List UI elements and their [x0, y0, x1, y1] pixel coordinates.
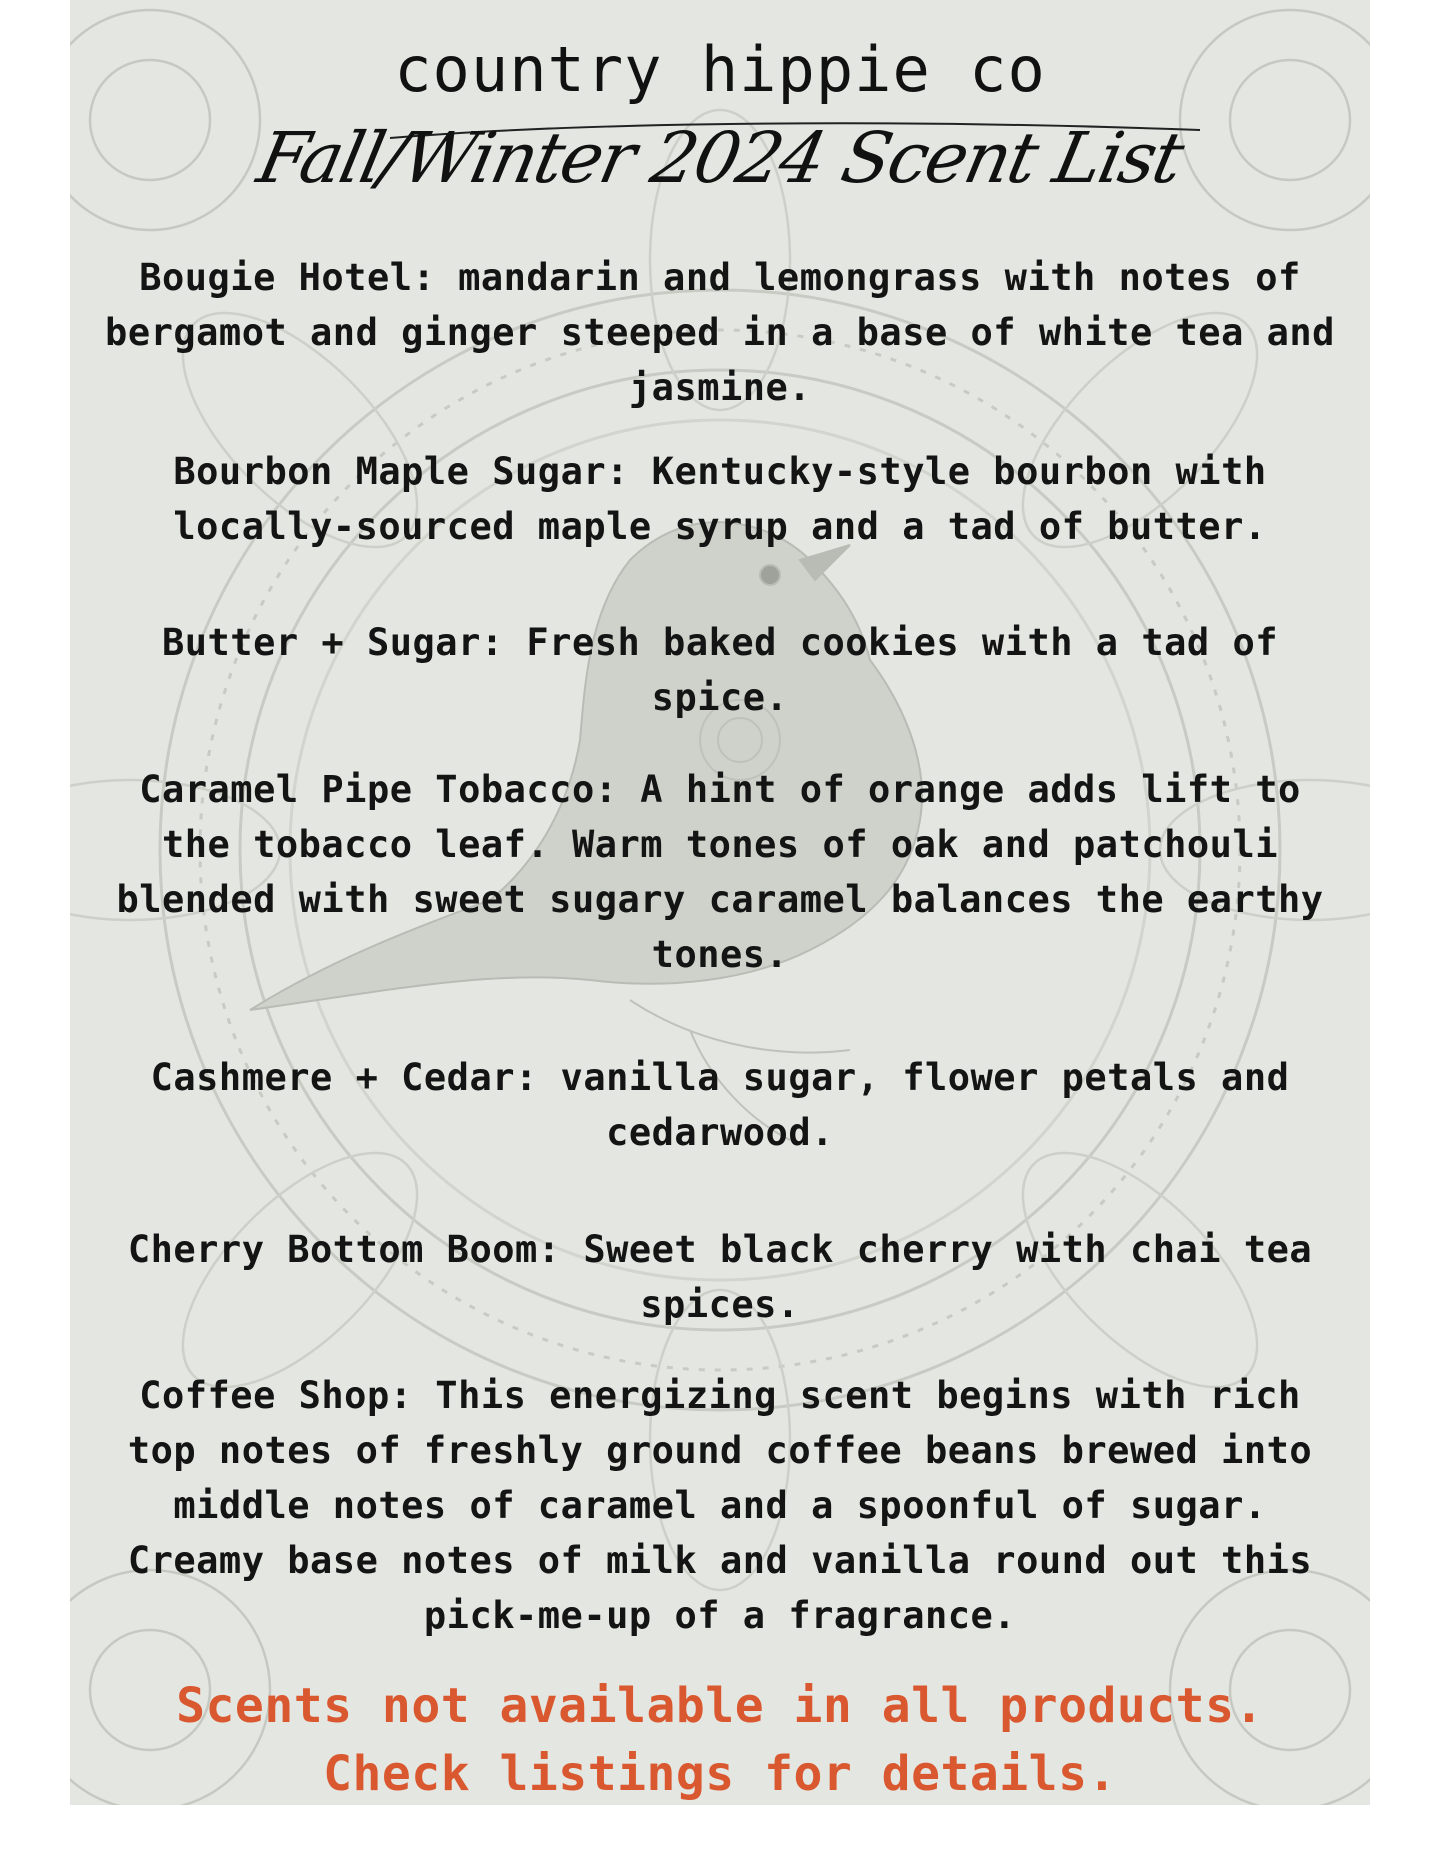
- scent-coffee-shop: Coffee Shop: This energizing scent begins with rich top notes of freshly ground coffee beans brewed into middle notes of caramel and a spoonful of sugar. Creamy base notes of milk and vanilla round out this pick-me-up of a fragrance.: [127, 1374, 1313, 1637]
- scent-cherry-bottom-boom: Cherry Bottom Boom: Sweet black cherry with chai tea spices.: [127, 1228, 1313, 1326]
- availability-notice: [70, 1672, 1370, 1805]
- brand-name: country hippie co: [394, 33, 1046, 106]
- scent-caramel-pipe-tobacco: Caramel Pipe Tobacco: A hint of orange adds lift to the tobacco leaf. Warm tones of oak and patchouli blended with sweet sugary caramel balances the earthy tones.: [116, 768, 1324, 976]
- availability-notice-line-2: Check listings for details.: [323, 1746, 1117, 1802]
- scent-list-content: [70, 0, 1370, 1805]
- scent-list-sheet: [70, 0, 1370, 1805]
- availability-notice-line-1: Scents not available in all products.: [176, 1678, 1264, 1734]
- scent-bourbon-maple-sugar: Bourbon Maple Sugar: Kentucky-style bourbon with locally-sourced maple syrup and a tad of butter.: [173, 450, 1267, 548]
- scent-bougie-hotel: Bougie Hotel: mandarin and lemongrass with notes of bergamot and ginger steeped in a base of white tea and jasmine.: [105, 256, 1335, 409]
- scent-butter-sugar: Butter + Sugar: Fresh baked cookies with a tad of spice.: [161, 621, 1279, 719]
- scent-list-title: Fall/Winter 2024 Scent List: [250, 117, 1190, 199]
- scent-cashmere-cedar: Cashmere + Cedar: vanilla sugar, flower petals and cedarwood.: [150, 1056, 1290, 1154]
